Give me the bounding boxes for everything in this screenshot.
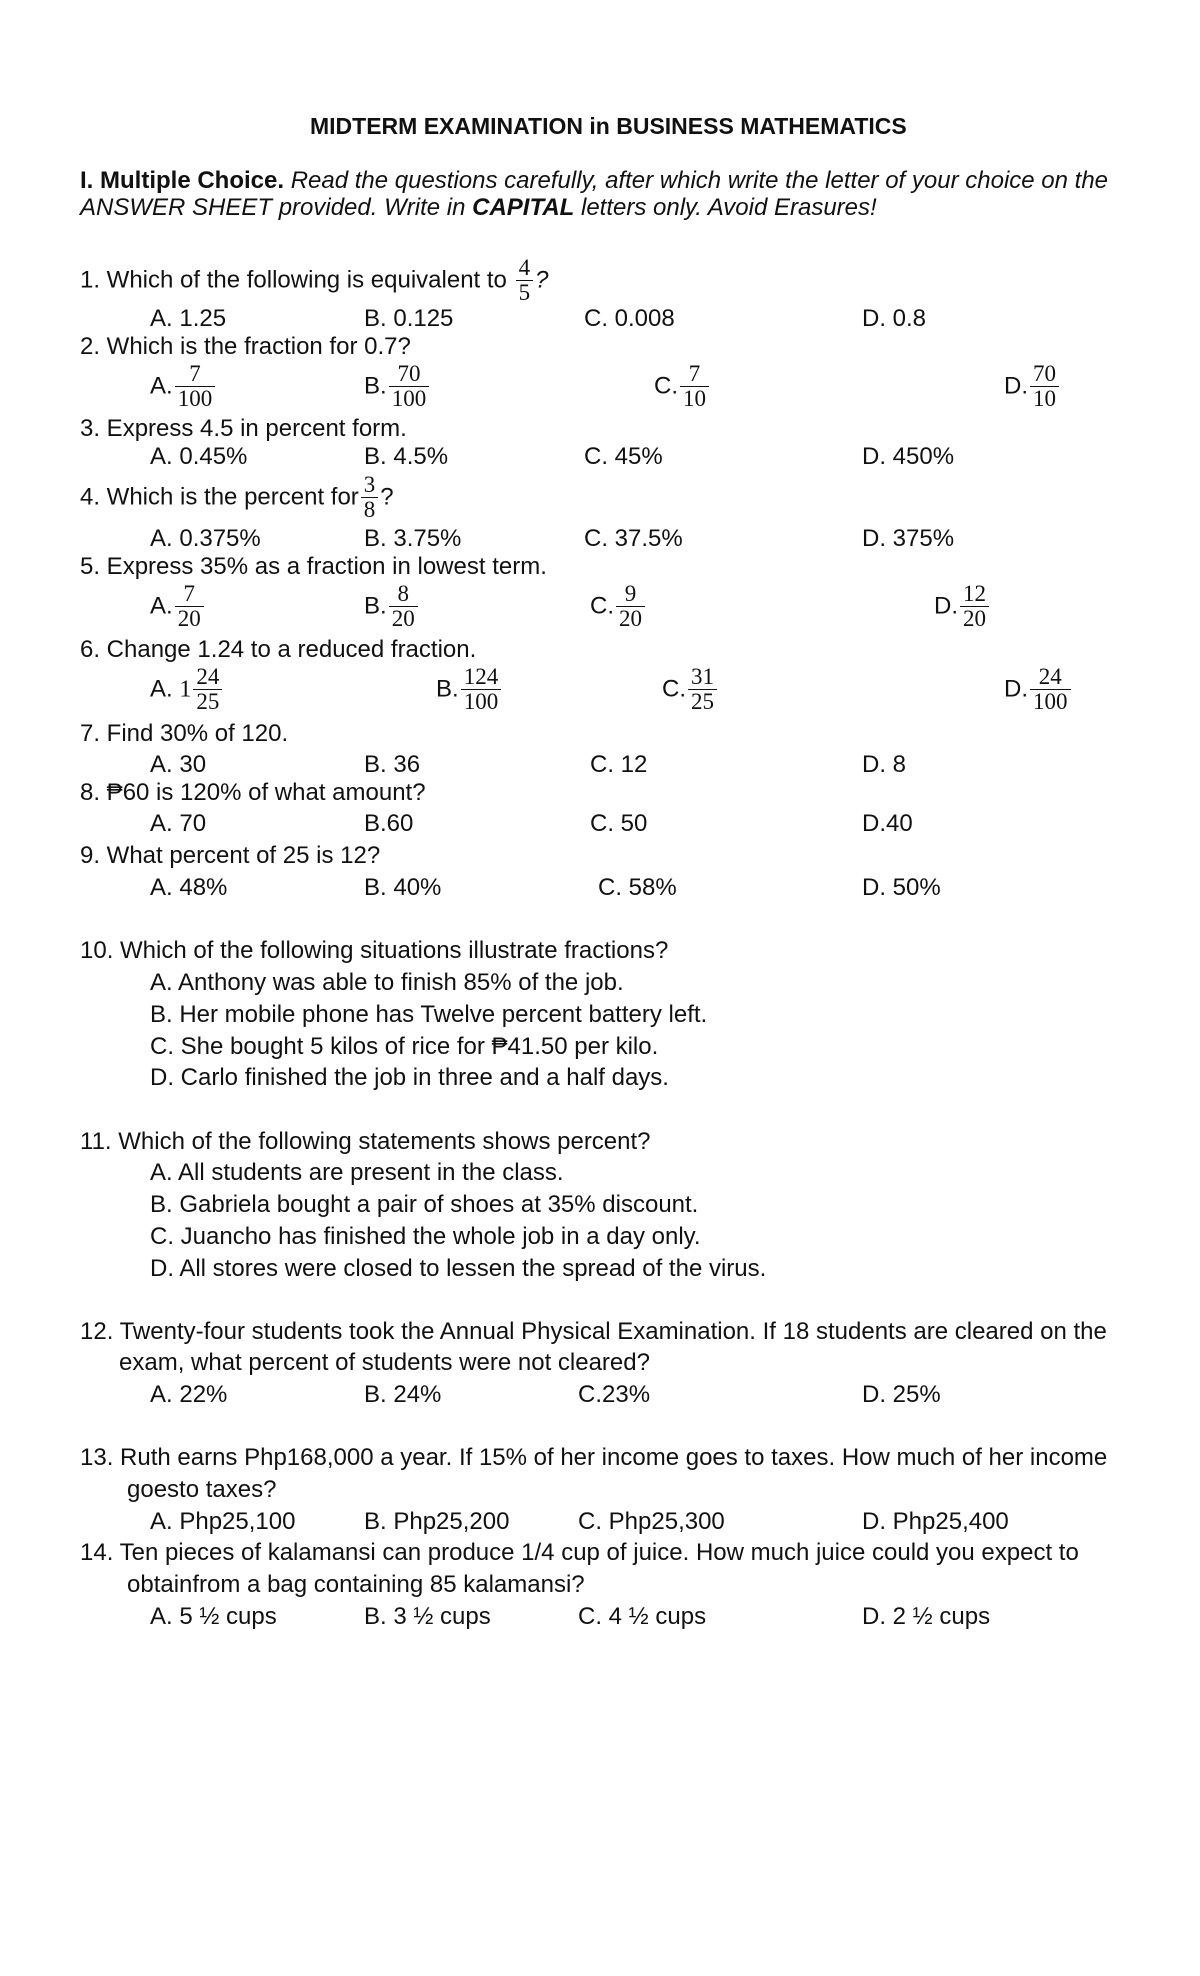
choice-4b: B. 3.75% xyxy=(364,525,462,552)
choice-2d: D. $\frac{70}{10}$ xyxy=(1004,359,1061,414)
choice-3d: D. 450% xyxy=(862,443,955,470)
choice-5c: C. $\frac{9}{20}$ xyxy=(590,579,647,634)
question-1-suffix: ? xyxy=(535,266,549,294)
instructions-text-2b: letters only. Avoid Erasures! xyxy=(581,194,877,221)
choice-2b: B. $\frac{70}{100}$ xyxy=(364,359,431,414)
part-label: I. Multiple Choice. xyxy=(80,167,285,194)
question-5: 5. Express 35% as a fraction in lowest term. xyxy=(80,553,547,580)
choice-6a: A. 1 $\frac{24}{25}$ xyxy=(150,662,224,717)
choice-1b: B. 0.125 xyxy=(364,305,454,332)
choice-13b: B. Php25,200 xyxy=(364,1508,510,1535)
choice-7d: D. 8 xyxy=(862,751,907,778)
choice-4a: A. 0.375% xyxy=(150,525,261,552)
question-6: 6. Change 1.24 to a reduced fraction. xyxy=(80,636,477,663)
choice-12a: A. 22% xyxy=(150,1381,228,1408)
choice-3c: C. 45% xyxy=(584,443,663,470)
choice-11c: C. Juancho has finished the whole job in a day only. xyxy=(150,1223,701,1250)
choice-1d: D. 0.8 xyxy=(862,305,927,332)
choice-12d: D. 25% xyxy=(862,1381,941,1408)
choice-7a: A. 30 xyxy=(150,751,207,778)
instructions-caps: CAPITAL xyxy=(472,194,575,221)
question-4-text: 4. Which is the percent for xyxy=(80,483,359,511)
choice-2c: C. $\frac{7}{10}$ xyxy=(654,359,711,414)
choice-1a: A. 1.25 xyxy=(150,305,227,332)
choice-1c: C. 0.008 xyxy=(584,305,675,332)
question-11: 11. Which of the following statements shows percent? xyxy=(80,1128,651,1155)
question-10: 10. Which of the following situations illustrate fractions? xyxy=(80,937,669,964)
choice-8c: C. 50 xyxy=(590,810,648,837)
choice-3b: B. 4.5% xyxy=(364,443,449,470)
choice-9b: B. 40% xyxy=(364,874,442,901)
choice-10a: A. Anthony was able to finish 85% of the job. xyxy=(150,969,624,996)
choice-3a: A. 0.45% xyxy=(150,443,248,470)
choice-14b: B. 3 ½ cups xyxy=(364,1603,491,1630)
choice-7c: C. 12 xyxy=(590,751,648,778)
question-13-line-2: goesto taxes? xyxy=(127,1476,277,1503)
choice-11d: D. All stores were closed to lessen the spread of the virus. xyxy=(150,1255,767,1282)
choice-5a: A. $\frac{7}{20}$ xyxy=(150,579,206,634)
choice-6c: C. $\frac{31}{25}$ xyxy=(662,662,719,717)
question-12-line-2: exam, what percent of students were not cleared? xyxy=(119,1349,650,1376)
choice-9a: A. 48% xyxy=(150,874,228,901)
choice-10b: B. Her mobile phone has Twelve percent battery left. xyxy=(150,1001,708,1028)
choice-12b: B. 24% xyxy=(364,1381,442,1408)
choice-5b: B. $\frac{8}{20}$ xyxy=(364,579,420,634)
instructions-line-2 xyxy=(80,194,877,222)
instructions-text-2a: ANSWER SHEET provided. Write in xyxy=(80,194,466,221)
question-2: 2. Which is the fraction for 0.7? xyxy=(80,333,411,360)
question-14-line-2: obtainfrom a bag containing 85 kalamansi? xyxy=(127,1571,585,1598)
choice-9d: D. 50% xyxy=(862,874,941,901)
choice-6d: D. $\frac{24}{100}$ xyxy=(1004,662,1073,717)
choice-11b: B. Gabriela bought a pair of shoes at 35% discount. xyxy=(150,1191,699,1218)
choice-13a: A. Php25,100 xyxy=(150,1508,296,1535)
question-14-line-1: 14. Ten pieces of kalamansi can produce 1/4 cup of juice. How much juice could you expect to xyxy=(80,1539,1079,1566)
page-title: MIDTERM EXAMINATION in BUSINESS MATHEMATICS xyxy=(310,113,907,139)
choice-10d: D. Carlo finished the job in three and a half days. xyxy=(150,1064,669,1091)
choice-8a: A. 70 xyxy=(150,810,207,837)
question-7: 7. Find 30% of 120. xyxy=(80,720,289,747)
question-1-text: 1. Which of the following is equivalent to xyxy=(80,266,507,294)
choice-2a: A. $\frac{7}{100}$ xyxy=(150,359,217,414)
choice-8d: D.40 xyxy=(862,810,913,837)
choice-14a: A. 5 ½ cups xyxy=(150,1603,277,1630)
choice-12c: C.23% xyxy=(578,1381,651,1408)
choice-4c: C. 37.5% xyxy=(584,525,683,552)
choice-14c: C. 4 ½ cups xyxy=(578,1603,707,1630)
question-4-suffix: ? xyxy=(380,483,394,511)
choice-14d: D. 2 ½ cups xyxy=(862,1603,991,1630)
question-1 xyxy=(80,250,548,311)
instructions-text-1: Read the questions carefully, after which write the letter of your choice on the xyxy=(290,167,1109,194)
choice-13c: C. Php25,300 xyxy=(578,1508,725,1535)
question-12-line-1: 12. Twenty-four students took the Annual Physical Examination. If 18 students are cleared on the xyxy=(80,1318,1107,1345)
choice-4d: D. 375% xyxy=(862,525,955,552)
choice-5d: D. $\frac{12}{20}$ xyxy=(934,579,991,634)
choice-10c: C. She bought 5 kilos of rice for ₱41.50 per kilo. xyxy=(150,1033,659,1060)
choice-13d: D. Php25,400 xyxy=(862,1508,1009,1535)
choice-9c: C. 58% xyxy=(598,874,677,901)
question-4 xyxy=(80,467,394,528)
choice-7b: B. 36 xyxy=(364,751,421,778)
choice-8b: B.60 xyxy=(364,810,414,837)
question-4-fraction: $\frac{3}{8}$ xyxy=(361,473,379,522)
question-8: 8. ₱60 is 120% of what amount? xyxy=(80,779,426,806)
choice-11a: A. All students are present in the class. xyxy=(150,1159,564,1186)
instructions-line-1 xyxy=(80,167,1108,195)
question-9: 9. What percent of 25 is 12? xyxy=(80,842,381,869)
question-1-fraction: $\frac{4}{5}$ xyxy=(516,256,534,305)
question-13-line-1: 13. Ruth earns Php168,000 a year. If 15% of her income goes to taxes. How much of her income xyxy=(80,1444,1108,1471)
question-3: 3. Express 4.5 in percent form. xyxy=(80,415,407,442)
choice-6b: B. $\frac{124}{100}$ xyxy=(436,662,503,717)
